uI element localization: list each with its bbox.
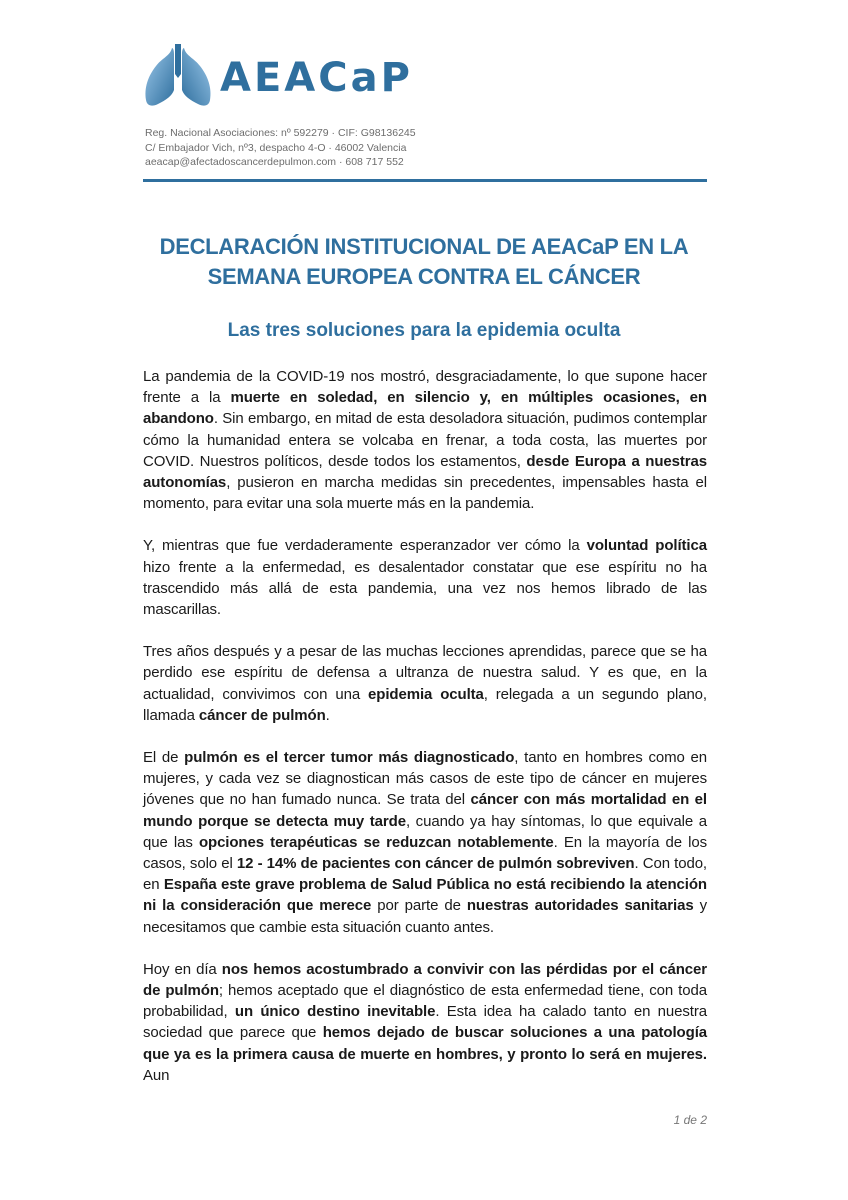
text-run: Y, mientras que fue verdaderamente esperanzador ver cómo la [143,537,587,555]
text-run: La pandemia de la COVID-19 nos mostró, desgraciadamente, lo que supone hacer frente a la [143,368,707,407]
text-run: Tres años después y a pesar de las muchas lecciones aprendidas, parece que se ha perdido ese espíritu de defensa a ultranza de nuestra salud. Y es que, en la actualidad, convivimos con una [143,643,707,703]
text-run: . En la mayoría de los casos, solo el [143,833,707,873]
bold-text: España este grave problema de Salud Pública no está recibiendo la atención ni la consideración que merece [143,876,707,915]
bold-text: cáncer de pulmón [198,706,326,724]
registry-info [145,126,416,170]
bold-text: 12 - 14% de pacientes con cáncer de pulmón sobreviven [236,855,635,873]
title-line: DECLARACIÓN INSTITUCIONAL DE AEACaP EN LA [159,234,689,259]
paragraph [143,747,707,938]
text-run: ; hemos aceptado que el diagnóstico de esta enfermedad tiene, con toda probabilidad, [143,982,707,1021]
bold-text: voluntad política [586,537,707,555]
paragraph [143,959,707,1086]
paragraph [143,366,707,514]
bold-text: nuestras autoridades sanitarias [466,897,694,915]
contact-line: aeacap@afectadoscancerdepulmon.com · 608 717 552 [145,156,404,168]
title-line: SEMANA EUROPEA CONTRA EL CÁNCER [207,264,641,289]
text-run: , pusieron en marcha medidas sin precedentes, impensables hasta el momento, para evitar una sola muerte más en la pandemia. [143,474,707,513]
text-run: , tanto en hombres como en mujeres, y cada vez se diagnostican más casos de este tipo de cáncer en mujeres jóvenes que no han fumado nunca. Se trata del [143,749,707,809]
address-line: C/ Embajador Vich, nº3, despacho 4-O · 46002 Valencia [145,141,407,154]
text-run: , cuando ya hay síntomas, lo que equivale a que las [143,812,707,851]
text-run: Aun [143,1066,170,1084]
text-run: . [325,706,330,724]
text-run: . Sin embargo, en mitad de esta desoladora situación, pudimos contemplar cómo la humanidad entera se volcaba en frenar, a toda costa, las muertes por COVID. Nuestros políticos, desde todos los estamentos, [143,410,707,470]
paragraph [143,535,707,620]
text-run: hizo frente a la enfermedad, es desalentador constatar que ese espíritu no ha trascendido más allá de esta pandemia, una vez nos hemos librado de las mascarillas. [143,558,707,619]
bold-text: cáncer con más mortalidad en el mundo porque se detecta muy tarde [143,791,707,830]
text-run: , relegada a un segundo plano, llamada [143,685,707,724]
text-run: . Esta idea ha calado tanto en nuestra sociedad que parece que [143,1003,707,1042]
text-run: . Con todo, en [143,855,708,894]
document-subtitle: Las tres soluciones para la epidemia oculta [227,320,621,341]
bold-text: epidemia oculta [368,685,484,703]
bold-text: muerte en soledad, en silencio y, en múltiples ocasiones, en abandono [143,389,707,428]
registry-line: Reg. Nacional Asociaciones: nº 592279 · CIF: G98136245 [145,127,416,139]
bold-text: pulmón es el tercer tumor más diagnosticado [184,749,515,767]
bold-text: opciones terapéuticas se reduzcan notablemente [198,833,554,851]
aeacap-logo [142,44,422,110]
bold-text: un único destino inevitable [234,1003,436,1021]
bold-text: desde Europa a nuestras autonomías [143,452,707,492]
bold-text: nos hemos acostumbrado a convivir con las pérdidas por el cáncer de pulmón [143,960,707,1000]
paragraph [143,641,707,726]
logo-text: AEACaP [220,55,413,101]
lungs-icon [142,44,214,110]
text-run: por parte de [371,897,467,915]
document-title [120,232,728,292]
document-body [143,366,707,1107]
header-divider [143,179,707,182]
text-run: El de [143,749,185,767]
bold-text: hemos dejado de buscar soluciones a una patología que ya es la primera causa de muerte en hombres, y pronto lo será en mujeres. [143,1024,707,1063]
text-run: Hoy en día [143,960,222,978]
text-run: y necesitamos que cambie esta situación cuanto antes. [143,897,708,936]
page-number: 1 de 2 [673,1113,707,1127]
